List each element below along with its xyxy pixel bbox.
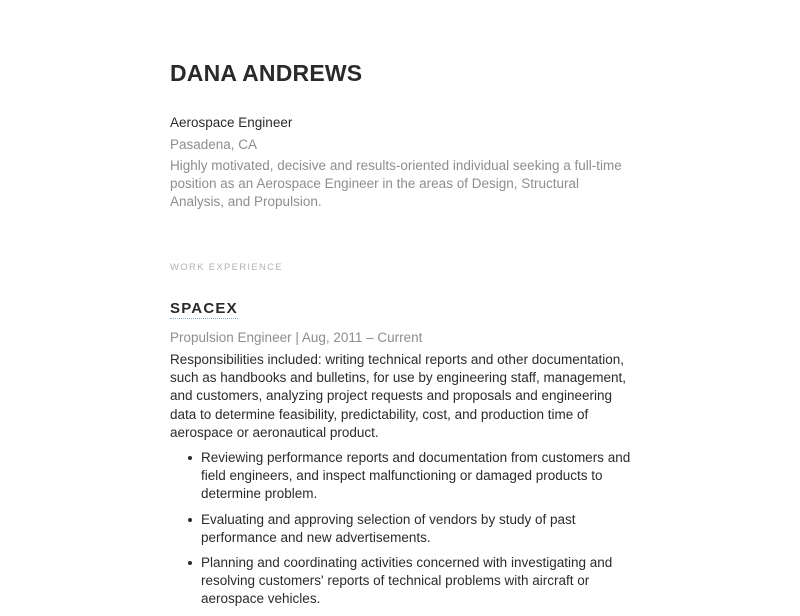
summary: Highly motivated, decisive and results-oriented individual seeking a full-time position as an Aerospace Engineer in the areas of Design, Structural Analysis, and Propulsion. xyxy=(170,158,622,209)
responsibility-list xyxy=(170,449,632,616)
job-title: Aerospace Engineer xyxy=(170,115,293,130)
job-position-dates: Propulsion Engineer | Aug, 2011 – Current xyxy=(170,330,423,345)
location: Pasadena, CA xyxy=(170,137,258,152)
company-name: SPACEX xyxy=(170,300,238,317)
list-item: Planning and coordinating activities concerned with investigating and resolving customers' reports of technical problems with aircraft or aerospace vehicles. xyxy=(201,554,632,609)
list-item: Reviewing performance reports and documentation from customers and field engineers, and inspect malfunctioning or damaged products to determine problem. xyxy=(201,449,632,504)
candidate-name: DANA ANDREWS xyxy=(170,60,363,86)
list-item: Evaluating and approving selection of vendors by study of past performance and new advertisements. xyxy=(201,511,632,547)
section-label-work-experience: WORK EXPERIENCE xyxy=(170,262,283,273)
job-responsibilities: Responsibilities included: writing technical reports and other documentation, such as handbooks and bulletins, for use by engineering staff, management, and customers, analyzing project requests and proposals and engineering data to determine feasibility, predictability, cost, and production time of aerospace or aeronautical product. xyxy=(170,352,627,440)
